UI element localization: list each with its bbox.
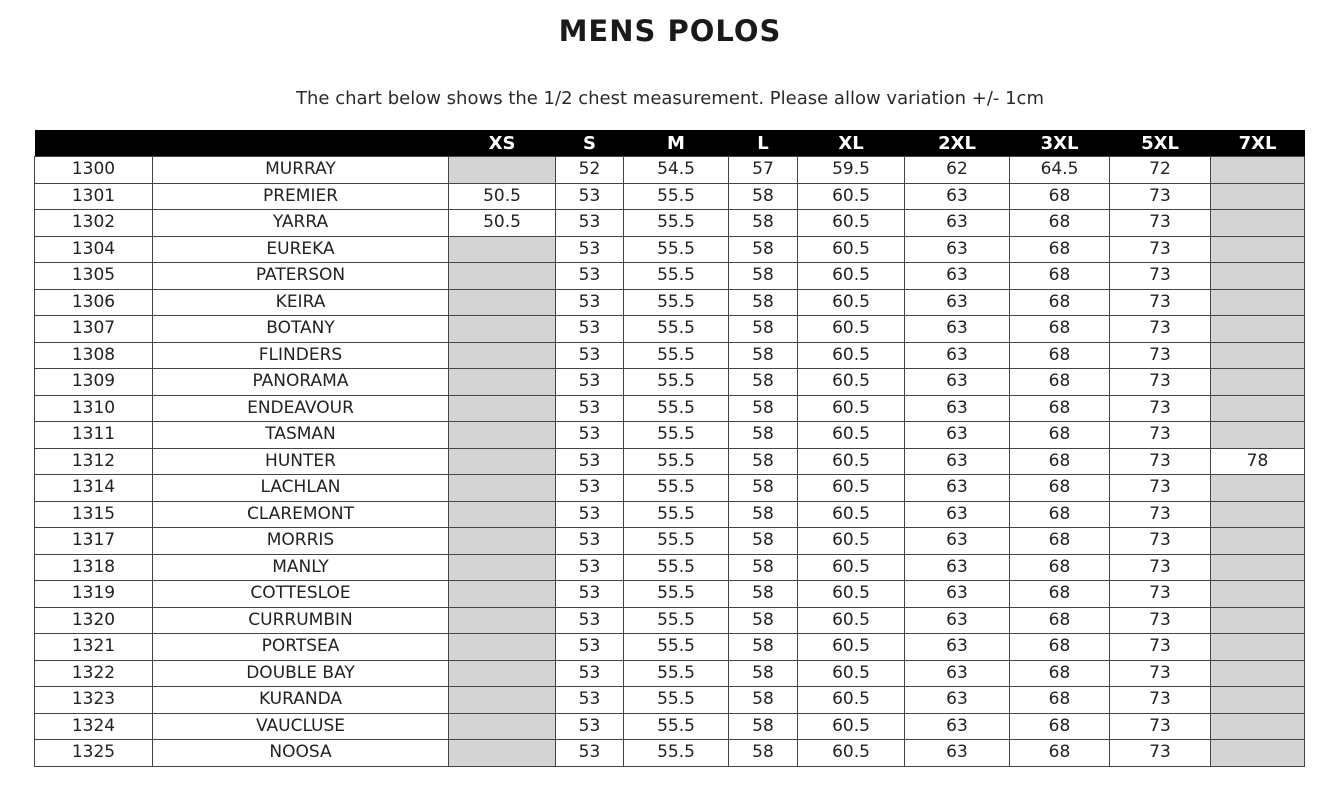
page-title: MENS POLOS [558, 14, 782, 48]
measurement-cell: 60.5 [798, 210, 905, 237]
measurement-cell: 58 [729, 448, 798, 475]
unavailable-size-cell [1211, 316, 1305, 343]
measurement-cell: 53 [556, 660, 624, 687]
measurement-cell: 58 [729, 342, 798, 369]
style-code-cell: 1319 [35, 581, 153, 608]
measurement-cell: 73 [1110, 448, 1211, 475]
header-size-xs: XS [449, 130, 556, 157]
unavailable-size-cell [1211, 634, 1305, 661]
measurement-cell: 58 [729, 713, 798, 740]
measurement-cell: 53 [556, 528, 624, 555]
measurement-cell: 58 [729, 316, 798, 343]
table-row [35, 554, 1305, 581]
measurement-cell: 55.5 [624, 501, 729, 528]
measurement-cell: 53 [556, 210, 624, 237]
unavailable-size-cell [1211, 501, 1305, 528]
unavailable-size-cell [449, 263, 556, 290]
table-row [35, 448, 1305, 475]
unavailable-size-cell [1211, 157, 1305, 184]
measurement-cell: 60.5 [798, 369, 905, 396]
style-name-cell: VAUCLUSE [153, 713, 449, 740]
measurement-cell: 63 [905, 342, 1010, 369]
unavailable-size-cell [1211, 263, 1305, 290]
measurement-cell: 53 [556, 422, 624, 449]
measurement-cell: 63 [905, 713, 1010, 740]
measurement-cell: 58 [729, 289, 798, 316]
measurement-cell: 63 [905, 316, 1010, 343]
measurement-cell: 55.5 [624, 183, 729, 210]
measurement-cell: 63 [905, 475, 1010, 502]
measurement-cell: 60.5 [798, 687, 905, 714]
page-subtitle: The chart below shows the 1/2 chest measurement. Please allow variation +/- 1cm [296, 88, 1044, 109]
measurement-cell: 53 [556, 183, 624, 210]
style-code-cell: 1317 [35, 528, 153, 555]
measurement-cell: 68 [1010, 607, 1110, 634]
measurement-cell: 63 [905, 554, 1010, 581]
style-code-cell: 1312 [35, 448, 153, 475]
size-chart-table [34, 130, 1305, 767]
style-name-cell: FLINDERS [153, 342, 449, 369]
style-code-cell: 1302 [35, 210, 153, 237]
table-row [35, 687, 1305, 714]
measurement-cell: 63 [905, 687, 1010, 714]
unavailable-size-cell [449, 369, 556, 396]
style-code-cell: 1300 [35, 157, 153, 184]
measurement-cell: 55.5 [624, 342, 729, 369]
measurement-cell: 63 [905, 448, 1010, 475]
unavailable-size-cell [449, 448, 556, 475]
measurement-cell: 73 [1110, 289, 1211, 316]
measurement-cell: 72 [1110, 157, 1211, 184]
unavailable-size-cell [1211, 289, 1305, 316]
measurement-cell: 55.5 [624, 289, 729, 316]
measurement-cell: 63 [905, 369, 1010, 396]
measurement-cell: 68 [1010, 740, 1110, 767]
unavailable-size-cell [1211, 422, 1305, 449]
measurement-cell: 68 [1010, 713, 1110, 740]
measurement-cell: 58 [729, 581, 798, 608]
measurement-cell: 53 [556, 263, 624, 290]
measurement-cell: 73 [1110, 183, 1211, 210]
table-row [35, 316, 1305, 343]
style-name-cell: PREMIER [153, 183, 449, 210]
measurement-cell: 60.5 [798, 554, 905, 581]
unavailable-size-cell [1211, 554, 1305, 581]
measurement-cell: 68 [1010, 422, 1110, 449]
unavailable-size-cell [1211, 581, 1305, 608]
measurement-cell: 55.5 [624, 713, 729, 740]
measurement-cell: 73 [1110, 395, 1211, 422]
style-code-cell: 1308 [35, 342, 153, 369]
measurement-cell: 58 [729, 210, 798, 237]
table-row [35, 713, 1305, 740]
table-row [35, 395, 1305, 422]
style-code-cell: 1323 [35, 687, 153, 714]
unavailable-size-cell [1211, 369, 1305, 396]
measurement-cell: 63 [905, 422, 1010, 449]
unavailable-size-cell [449, 289, 556, 316]
measurement-cell: 55.5 [624, 395, 729, 422]
measurement-cell: 53 [556, 634, 624, 661]
measurement-cell: 78 [1211, 448, 1305, 475]
measurement-cell: 68 [1010, 183, 1110, 210]
unavailable-size-cell [1211, 713, 1305, 740]
header-size-s: S [556, 130, 624, 157]
measurement-cell: 60.5 [798, 581, 905, 608]
measurement-cell: 58 [729, 183, 798, 210]
table-row [35, 342, 1305, 369]
style-name-cell: DOUBLE BAY [153, 660, 449, 687]
measurement-cell: 58 [729, 369, 798, 396]
measurement-cell: 63 [905, 501, 1010, 528]
measurement-cell: 68 [1010, 581, 1110, 608]
measurement-cell: 53 [556, 369, 624, 396]
measurement-cell: 73 [1110, 581, 1211, 608]
style-name-cell: COTTESLOE [153, 581, 449, 608]
header-size-l: L [729, 130, 798, 157]
measurement-cell: 60.5 [798, 740, 905, 767]
style-name-cell: NOOSA [153, 740, 449, 767]
style-code-cell: 1320 [35, 607, 153, 634]
measurement-cell: 60.5 [798, 448, 905, 475]
style-name-cell: KURANDA [153, 687, 449, 714]
table-row [35, 369, 1305, 396]
table-row [35, 660, 1305, 687]
measurement-cell: 59.5 [798, 157, 905, 184]
measurement-cell: 55.5 [624, 422, 729, 449]
measurement-cell: 53 [556, 607, 624, 634]
table-row [35, 475, 1305, 502]
measurement-cell: 55.5 [624, 236, 729, 263]
style-name-cell: KEIRA [153, 289, 449, 316]
measurement-cell: 62 [905, 157, 1010, 184]
unavailable-size-cell [1211, 183, 1305, 210]
style-name-cell: HUNTER [153, 448, 449, 475]
measurement-cell: 73 [1110, 660, 1211, 687]
measurement-cell: 63 [905, 210, 1010, 237]
measurement-cell: 53 [556, 448, 624, 475]
header-size-5xl: 5XL [1110, 130, 1211, 157]
measurement-cell: 55.5 [624, 210, 729, 237]
style-name-cell: MURRAY [153, 157, 449, 184]
measurement-cell: 55.5 [624, 660, 729, 687]
table-row [35, 183, 1305, 210]
unavailable-size-cell [1211, 475, 1305, 502]
measurement-cell: 60.5 [798, 634, 905, 661]
table-header-row [35, 130, 1305, 157]
header-style-name [153, 130, 449, 157]
style-code-cell: 1318 [35, 554, 153, 581]
measurement-cell: 68 [1010, 687, 1110, 714]
style-name-cell: PATERSON [153, 263, 449, 290]
unavailable-size-cell [449, 528, 556, 555]
measurement-cell: 57 [729, 157, 798, 184]
style-name-cell: CURRUMBIN [153, 607, 449, 634]
measurement-cell: 55.5 [624, 687, 729, 714]
style-name-cell: YARRA [153, 210, 449, 237]
table-row [35, 607, 1305, 634]
style-code-cell: 1324 [35, 713, 153, 740]
measurement-cell: 53 [556, 687, 624, 714]
table-row [35, 263, 1305, 290]
unavailable-size-cell [1211, 740, 1305, 767]
measurement-cell: 53 [556, 713, 624, 740]
style-name-cell: CLAREMONT [153, 501, 449, 528]
measurement-cell: 63 [905, 528, 1010, 555]
measurement-cell: 58 [729, 687, 798, 714]
measurement-cell: 60.5 [798, 263, 905, 290]
unavailable-size-cell [1211, 342, 1305, 369]
style-name-cell: PANORAMA [153, 369, 449, 396]
measurement-cell: 73 [1110, 740, 1211, 767]
style-code-cell: 1321 [35, 634, 153, 661]
measurement-cell: 60.5 [798, 342, 905, 369]
header-size-m: M [624, 130, 729, 157]
measurement-cell: 55.5 [624, 634, 729, 661]
table-row [35, 528, 1305, 555]
unavailable-size-cell [449, 342, 556, 369]
unavailable-size-cell [449, 157, 556, 184]
measurement-cell: 54.5 [624, 157, 729, 184]
measurement-cell: 58 [729, 740, 798, 767]
measurement-cell: 63 [905, 183, 1010, 210]
measurement-cell: 63 [905, 581, 1010, 608]
style-name-cell: PORTSEA [153, 634, 449, 661]
measurement-cell: 53 [556, 289, 624, 316]
unavailable-size-cell [449, 316, 556, 343]
measurement-cell: 58 [729, 475, 798, 502]
measurement-cell: 58 [729, 395, 798, 422]
measurement-cell: 60.5 [798, 501, 905, 528]
style-code-cell: 1311 [35, 422, 153, 449]
measurement-cell: 58 [729, 554, 798, 581]
measurement-cell: 53 [556, 581, 624, 608]
measurement-cell: 63 [905, 289, 1010, 316]
measurement-cell: 73 [1110, 475, 1211, 502]
measurement-cell: 55.5 [624, 263, 729, 290]
table-row [35, 289, 1305, 316]
measurement-cell: 73 [1110, 607, 1211, 634]
unavailable-size-cell [1211, 395, 1305, 422]
measurement-cell: 73 [1110, 501, 1211, 528]
measurement-cell: 68 [1010, 501, 1110, 528]
table-row [35, 210, 1305, 237]
measurement-cell: 73 [1110, 713, 1211, 740]
unavailable-size-cell [449, 687, 556, 714]
style-code-cell: 1301 [35, 183, 153, 210]
measurement-cell: 50.5 [449, 183, 556, 210]
unavailable-size-cell [1211, 210, 1305, 237]
measurement-cell: 58 [729, 607, 798, 634]
style-name-cell: ENDEAVOUR [153, 395, 449, 422]
unavailable-size-cell [449, 634, 556, 661]
header-size-3xl: 3XL [1010, 130, 1110, 157]
header-size-7xl: 7XL [1211, 130, 1305, 157]
measurement-cell: 68 [1010, 528, 1110, 555]
unavailable-size-cell [449, 395, 556, 422]
style-name-cell: MANLY [153, 554, 449, 581]
measurement-cell: 73 [1110, 316, 1211, 343]
measurement-cell: 53 [556, 740, 624, 767]
measurement-cell: 60.5 [798, 395, 905, 422]
style-code-cell: 1306 [35, 289, 153, 316]
measurement-cell: 68 [1010, 395, 1110, 422]
measurement-cell: 63 [905, 607, 1010, 634]
unavailable-size-cell [1211, 236, 1305, 263]
unavailable-size-cell [449, 581, 556, 608]
table-row [35, 236, 1305, 263]
style-code-cell: 1314 [35, 475, 153, 502]
measurement-cell: 60.5 [798, 422, 905, 449]
style-code-cell: 1322 [35, 660, 153, 687]
measurement-cell: 73 [1110, 210, 1211, 237]
unavailable-size-cell [449, 607, 556, 634]
measurement-cell: 55.5 [624, 581, 729, 608]
unavailable-size-cell [449, 501, 556, 528]
style-code-cell: 1315 [35, 501, 153, 528]
measurement-cell: 53 [556, 554, 624, 581]
style-code-cell: 1309 [35, 369, 153, 396]
measurement-cell: 60.5 [798, 289, 905, 316]
unavailable-size-cell [449, 660, 556, 687]
unavailable-size-cell [449, 236, 556, 263]
measurement-cell: 68 [1010, 448, 1110, 475]
measurement-cell: 73 [1110, 236, 1211, 263]
measurement-cell: 55.5 [624, 316, 729, 343]
unavailable-size-cell [449, 475, 556, 502]
style-code-cell: 1325 [35, 740, 153, 767]
measurement-cell: 52 [556, 157, 624, 184]
measurement-cell: 68 [1010, 236, 1110, 263]
measurement-cell: 68 [1010, 634, 1110, 661]
unavailable-size-cell [1211, 528, 1305, 555]
measurement-cell: 60.5 [798, 316, 905, 343]
measurement-cell: 60.5 [798, 713, 905, 740]
table-row [35, 740, 1305, 767]
measurement-cell: 63 [905, 236, 1010, 263]
measurement-cell: 53 [556, 395, 624, 422]
table-row [35, 422, 1305, 449]
unavailable-size-cell [1211, 687, 1305, 714]
measurement-cell: 55.5 [624, 554, 729, 581]
measurement-cell: 58 [729, 528, 798, 555]
measurement-cell: 60.5 [798, 607, 905, 634]
table-body [35, 157, 1305, 767]
measurement-cell: 53 [556, 316, 624, 343]
measurement-cell: 73 [1110, 263, 1211, 290]
table-row [35, 157, 1305, 184]
measurement-cell: 68 [1010, 554, 1110, 581]
measurement-cell: 55.5 [624, 448, 729, 475]
measurement-cell: 73 [1110, 369, 1211, 396]
measurement-cell: 58 [729, 263, 798, 290]
style-code-cell: 1305 [35, 263, 153, 290]
measurement-cell: 60.5 [798, 528, 905, 555]
measurement-cell: 68 [1010, 369, 1110, 396]
measurement-cell: 58 [729, 634, 798, 661]
header-style-code [35, 130, 153, 157]
measurement-cell: 68 [1010, 210, 1110, 237]
measurement-cell: 58 [729, 501, 798, 528]
table-row [35, 634, 1305, 661]
measurement-cell: 55.5 [624, 475, 729, 502]
style-name-cell: TASMAN [153, 422, 449, 449]
table-row [35, 581, 1305, 608]
unavailable-size-cell [449, 713, 556, 740]
style-code-cell: 1307 [35, 316, 153, 343]
measurement-cell: 55.5 [624, 528, 729, 555]
unavailable-size-cell [1211, 660, 1305, 687]
style-name-cell: LACHLAN [153, 475, 449, 502]
measurement-cell: 53 [556, 236, 624, 263]
measurement-cell: 60.5 [798, 660, 905, 687]
measurement-cell: 73 [1110, 554, 1211, 581]
measurement-cell: 60.5 [798, 183, 905, 210]
header-size-2xl: 2XL [905, 130, 1010, 157]
measurement-cell: 53 [556, 342, 624, 369]
measurement-cell: 55.5 [624, 607, 729, 634]
header-size-xl: XL [798, 130, 905, 157]
table-row [35, 501, 1305, 528]
unavailable-size-cell [449, 422, 556, 449]
measurement-cell: 58 [729, 660, 798, 687]
style-name-cell: BOTANY [153, 316, 449, 343]
measurement-cell: 63 [905, 634, 1010, 661]
style-code-cell: 1310 [35, 395, 153, 422]
measurement-cell: 73 [1110, 342, 1211, 369]
measurement-cell: 73 [1110, 422, 1211, 449]
measurement-cell: 68 [1010, 342, 1110, 369]
measurement-cell: 63 [905, 263, 1010, 290]
measurement-cell: 73 [1110, 528, 1211, 555]
measurement-cell: 68 [1010, 263, 1110, 290]
measurement-cell: 58 [729, 422, 798, 449]
measurement-cell: 73 [1110, 687, 1211, 714]
unavailable-size-cell [1211, 607, 1305, 634]
measurement-cell: 63 [905, 660, 1010, 687]
style-name-cell: EUREKA [153, 236, 449, 263]
measurement-cell: 63 [905, 740, 1010, 767]
measurement-cell: 53 [556, 501, 624, 528]
measurement-cell: 68 [1010, 289, 1110, 316]
measurement-cell: 50.5 [449, 210, 556, 237]
style-code-cell: 1304 [35, 236, 153, 263]
measurement-cell: 58 [729, 236, 798, 263]
measurement-cell: 60.5 [798, 475, 905, 502]
unavailable-size-cell [449, 554, 556, 581]
measurement-cell: 68 [1010, 660, 1110, 687]
style-name-cell: MORRIS [153, 528, 449, 555]
measurement-cell: 55.5 [624, 740, 729, 767]
measurement-cell: 64.5 [1010, 157, 1110, 184]
measurement-cell: 68 [1010, 475, 1110, 502]
measurement-cell: 73 [1110, 634, 1211, 661]
measurement-cell: 55.5 [624, 369, 729, 396]
measurement-cell: 53 [556, 475, 624, 502]
measurement-cell: 60.5 [798, 236, 905, 263]
unavailable-size-cell [449, 740, 556, 767]
measurement-cell: 63 [905, 395, 1010, 422]
measurement-cell: 68 [1010, 316, 1110, 343]
